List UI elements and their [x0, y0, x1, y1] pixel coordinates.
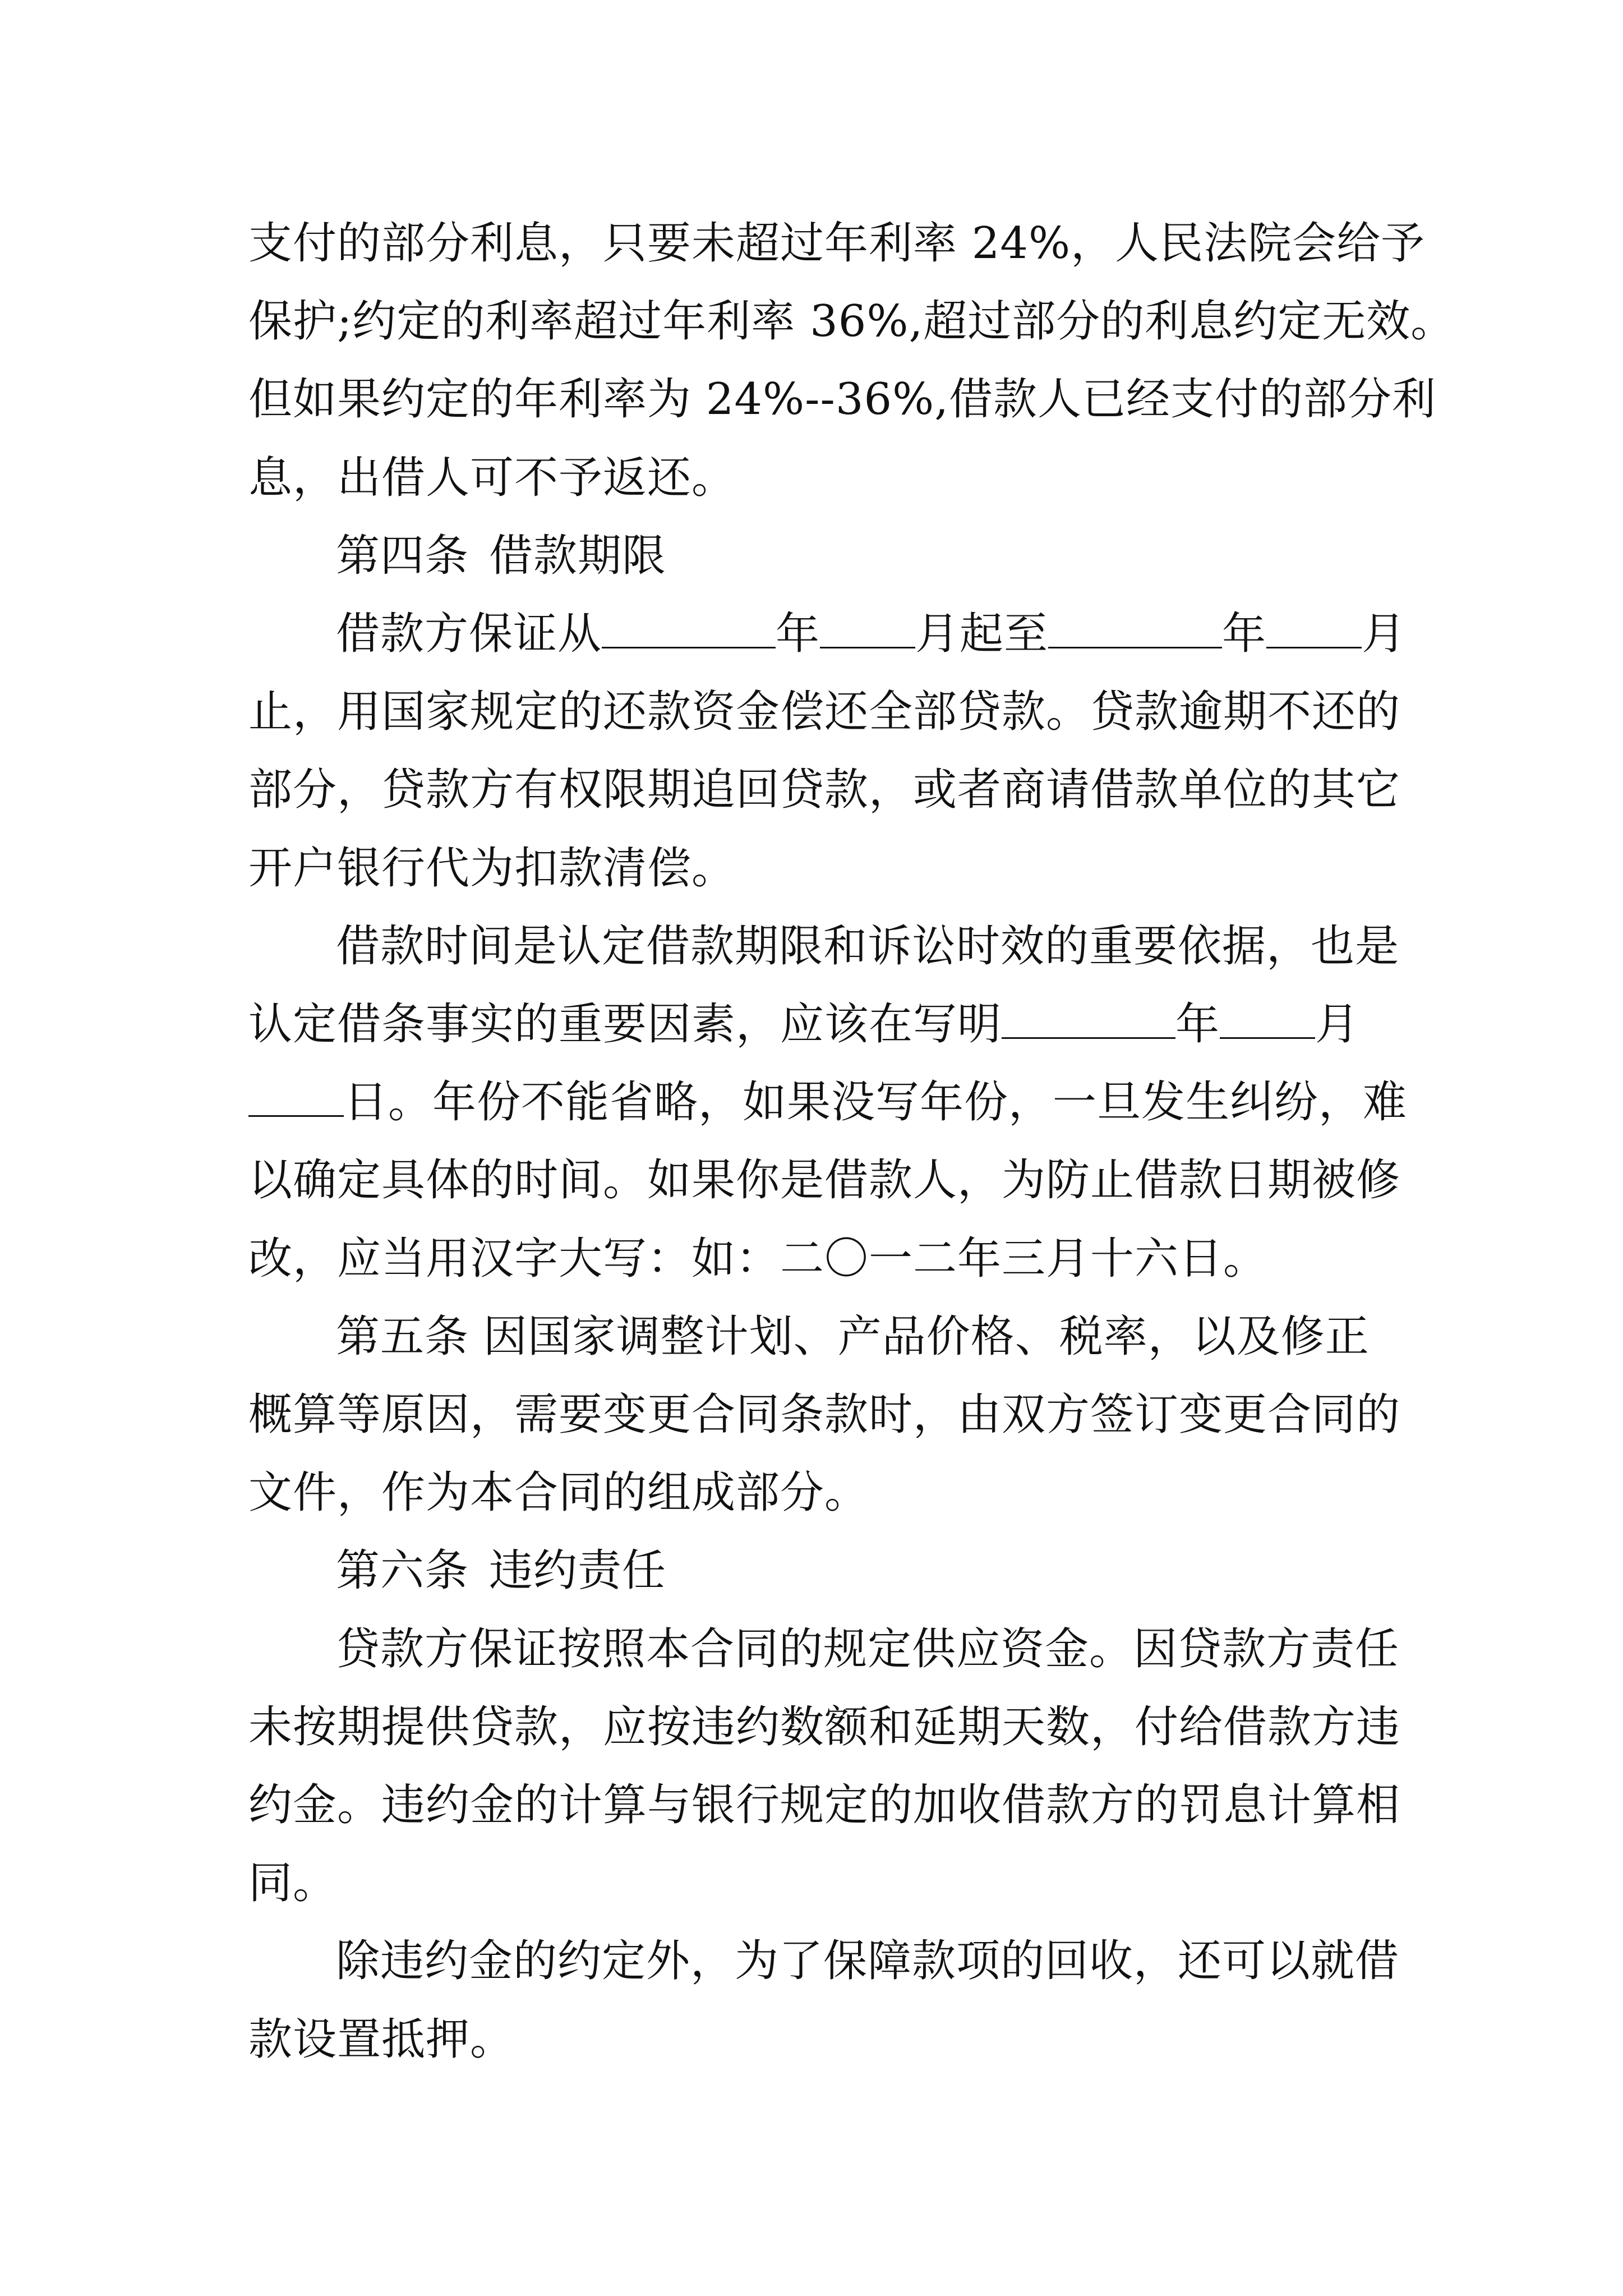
article-label: 第四条 — [336, 530, 469, 581]
text-segment: 月起至 — [915, 609, 1049, 660]
text-line: 未按期提供贷款，应按违约数额和延期天数，付给借款方违 — [248, 1701, 1401, 1752]
text-line: 但如果约定的年利率为 24%--36%,借款人已经支付的部分利 — [248, 374, 1437, 425]
text-segment: 年 — [1175, 999, 1220, 1050]
paragraph-interest-continuation — [248, 205, 1455, 517]
text-segment: 借款方保证从 — [336, 609, 602, 660]
blank-year-start — [602, 613, 776, 648]
document-body — [248, 205, 1455, 2079]
paragraph-mortgage — [248, 1922, 1400, 2078]
blank-day — [248, 1082, 344, 1117]
paragraph-loan-time — [248, 908, 1408, 1298]
article-label: 第六条 — [336, 1545, 469, 1596]
text-line: 保护;约定的利率超过年利率 36%,超过部分的利息约定无效。 — [248, 296, 1455, 347]
text-line: 同。 — [248, 1858, 338, 1909]
blank-month-end — [1266, 613, 1362, 648]
blank-year — [1002, 1004, 1175, 1039]
blank-month — [1220, 1004, 1315, 1039]
text-line: 止，用国家规定的还款资金偿还全部贷款。贷款逾期不还的 — [248, 687, 1401, 738]
text-line: 借款时间是认定借款期限和诉讼时效的重要依据，也是 — [336, 921, 1400, 972]
text-line: 改，应当用汉字大写：如：二〇一二年三月十六日。 — [248, 1233, 1268, 1284]
article-title: 借款期限 — [489, 530, 667, 581]
heading-line — [248, 517, 1393, 595]
text-segment: 月 — [1362, 609, 1407, 660]
text-line-with-blanks — [248, 595, 1407, 673]
text-line: 文件，作为本合同的组成部分。 — [248, 1467, 869, 1519]
text-segment: 月 — [1315, 999, 1360, 1050]
text-line: 第五条 因国家调整计划、产品价格、税率，以及修正 — [336, 1311, 1370, 1362]
text-line: 以确定具体的时间。如果你是借款人，为防止借款日期被修 — [248, 1155, 1401, 1206]
text-line-with-blanks — [248, 1064, 1408, 1142]
text-segment: 日。年份不能省略，如果没写年份，一旦发生纠纷，难 — [344, 1077, 1408, 1128]
text-segment: 年 — [1222, 609, 1267, 660]
article-title: 违约责任 — [489, 1545, 667, 1596]
text-line: 贷款方保证按照本合同的规定供应资金。因贷款方责任 — [336, 1623, 1400, 1674]
text-segment: 年 — [776, 609, 820, 660]
article-6-heading — [248, 1532, 1393, 1610]
text-line: 除违约金的约定外，为了保障款项的回收，还可以就借 — [336, 1936, 1400, 1987]
text-segment: 认定借条事实的重要因素，应该在写明 — [248, 999, 1002, 1050]
blank-year-end — [1048, 613, 1222, 648]
blank-month-start — [820, 613, 915, 648]
text-line-with-blanks — [248, 986, 1393, 1064]
text-line: 概算等原因，需要变更合同条款时，由双方签订变更合同的 — [248, 1389, 1401, 1441]
heading-line — [248, 1532, 1393, 1610]
paragraph-breach-liability — [248, 1611, 1401, 1923]
text-line: 款设置抵押。 — [248, 2014, 515, 2065]
paragraph-loan-term — [248, 595, 1407, 908]
text-line: 开户银行代为扣款清偿。 — [248, 843, 736, 894]
paragraph-article-5 — [248, 1298, 1401, 1533]
article-4-heading — [248, 517, 1393, 595]
text-line: 约金。违约金的计算与银行规定的加收借款方的罚息计算相 — [248, 1780, 1401, 1831]
text-line: 部分，贷款方有权限期追回贷款，或者商请借款单位的其它 — [248, 765, 1401, 816]
text-line: 支付的部分利息，只要未超过年利率 24%，人民法院会给予 — [248, 218, 1426, 269]
text-line: 息，出借人可不予返还。 — [248, 452, 736, 503]
